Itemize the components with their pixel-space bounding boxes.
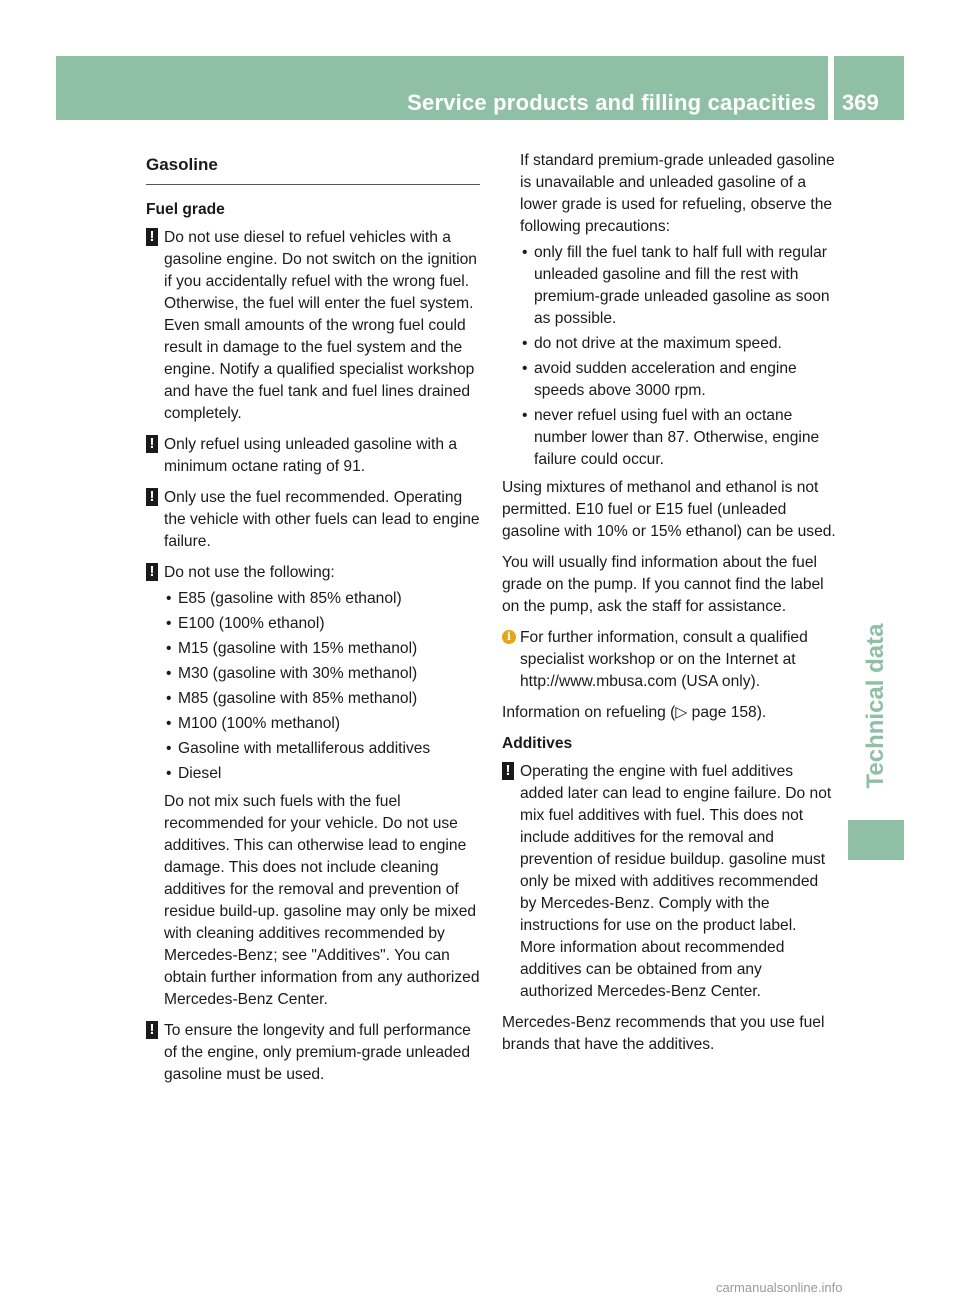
body-paragraph: You will usually find information about the fuel grade on the pump. If you cannot find the label on the pump, ask the staff for assistance. (502, 554, 824, 615)
list-item: • M85 (gasoline with 85% methanol) (164, 688, 480, 710)
page-number: 369 (842, 90, 879, 115)
side-tab-text: Technical data (862, 623, 889, 789)
warning-note (146, 487, 480, 553)
body-paragraph: Using mixtures of methanol and ethanol is not permitted. E10 fuel or E15 fuel (unleaded gasoline with 10% or 15% ethanol) can be used. (502, 479, 836, 540)
precautions-list (520, 242, 836, 471)
warning-text: Do not use the following: (164, 564, 335, 581)
fuel-grade-heading: Fuel grade (146, 201, 225, 218)
prohibited-fuels-list (164, 588, 480, 785)
list-item: • E85 (gasoline with 85% ethanol) (164, 588, 480, 610)
warning-note (146, 434, 480, 478)
warning-icon: ! (146, 1021, 158, 1039)
additives-heading: Additives (502, 735, 573, 752)
warning-text: Do not mix such fuels with the fuel recommended for your vehicle. Do not use additives. This can otherwise lead to engine damage. This does not include cleaning additives for the removal and prevention of residue build-up. gasoline may only be mixed with cleaning additives recommended by Mercedes-Benz; see "Additives". You can obtain further information from any authorized Mercedes-Benz Center. (164, 793, 480, 1008)
precautions-intro: If standard premium-grade unleaded gasoline is unavailable and unleaded gasoline of a lower grade is used for refueling, observe the following precautions: (520, 152, 835, 235)
list-item: • Gasoline with metalliferous additives (164, 738, 480, 760)
warning-note (502, 761, 836, 1003)
warning-icon: ! (146, 563, 158, 581)
list-item: • M15 (gasoline with 15% methanol) (164, 638, 480, 660)
info-icon: i (502, 630, 516, 644)
list-item: • never refuel using fuel with an octane number lower than 87. Otherwise, engine failure could occur. (520, 405, 836, 471)
section-title: Gasoline (146, 150, 480, 185)
warning-icon: ! (146, 488, 158, 506)
body-paragraph: Mercedes-Benz recommends that you use fuel brands that have the additives. (502, 1014, 825, 1053)
warning-note (146, 227, 480, 425)
warning-note (146, 1020, 480, 1086)
warning-text: Operating the engine with fuel additives added later can lead to engine failure. Do not mix fuel additives with fuel. This does not include additives for the removal and prevention of residue buildup. gasoline must only be mixed with additives recommended by Mercedes-Benz. Comply with the instructions for use on the product label. More information about recommended additives can be obtained from any authorized Mercedes-Benz Center. (520, 763, 832, 1000)
warning-text: Only refuel using unleaded gasoline with a minimum octane rating of 91. (164, 436, 458, 475)
page-number-box (834, 56, 904, 120)
warning-icon: ! (502, 762, 514, 780)
warning-text: To ensure the longevity and full performance of the engine, only premium-grade unleaded gasoline must be used. (164, 1022, 471, 1083)
list-item: • Diesel (164, 763, 480, 785)
warning-icon: ! (146, 228, 158, 246)
right-column (502, 150, 836, 1065)
list-item: • avoid sudden acceleration and engine speeds above 3000 rpm. (520, 358, 836, 402)
list-item: • E100 (100% ethanol) (164, 613, 480, 635)
info-text: For further information, consult a qualified specialist workshop or on the Internet at http://www.mbusa.com (USA only). (520, 629, 808, 690)
list-item: • do not drive at the maximum speed. (520, 333, 836, 355)
list-item: • only fill the fuel tank to half full with regular unleaded gasoline and fill the rest with premium-grade unleaded gasoline as soon as possible. (520, 242, 836, 330)
warning-text: Do not use diesel to refuel vehicles with a gasoline engine. Do not switch on the ignition if you accidentally refuel with the wrong fuel. Otherwise, the fuel will enter the fuel system. Even small amounts of the wrong fuel could result in damage to the fuel system and the engine. Notify a qualified specialist workshop and have the fuel tank and fuel lines drained completely. (164, 229, 477, 422)
list-item: • M30 (gasoline with 30% methanol) (164, 663, 480, 685)
watermark: carmanualsonline.info (716, 1280, 843, 1295)
list-item: • M100 (100% methanol) (164, 713, 480, 735)
side-tab-label (852, 606, 900, 806)
side-tab-marker (848, 820, 904, 860)
warning-text: Only use the fuel recommended. Operating the vehicle with other fuels can lead to engine failure. (164, 489, 480, 550)
page-reference: Information on refueling (▷ page 158). (502, 704, 767, 721)
warning-note (146, 562, 480, 1011)
section-header-title: Service products and filling capacities (407, 90, 816, 115)
info-note (502, 627, 836, 693)
precautions-block (502, 150, 836, 471)
header-bar (56, 56, 828, 120)
warning-icon: ! (146, 435, 158, 453)
left-column (146, 150, 480, 1095)
